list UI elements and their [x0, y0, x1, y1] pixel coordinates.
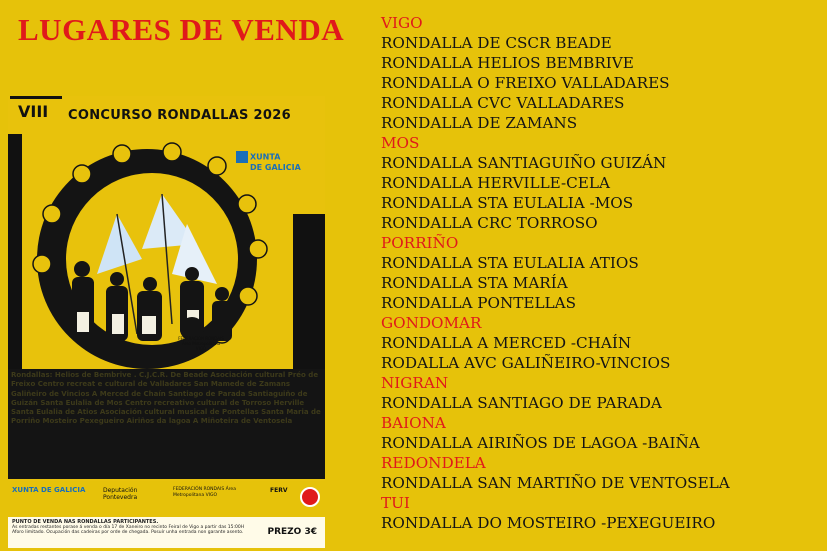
poster-footer [8, 517, 325, 548]
xunta-logo-top [236, 151, 301, 172]
poster-sponsor-logos [8, 481, 325, 517]
rondalla-item: RONDALLA AIRIÑOS DE LAGOA -BAIÑA [381, 434, 700, 452]
event-poster [8, 96, 325, 548]
footer-title: PUNTO DE VENDA NAS RONDALLAS PARTICIPANTES. [12, 519, 159, 525]
rondalla-item: RONDALLA SANTIAGO DE PARADA [381, 394, 662, 412]
rondalla-item: RONDALLA STA EULALIA ATIOS [381, 254, 639, 272]
xunta-flag-icon [236, 151, 248, 163]
rondalla-item: RONDALLA SAN MARTIÑO DE VENTOSELA [381, 474, 730, 492]
poster-left-bar [8, 134, 22, 369]
xunta-line2: DE GALICIA [250, 163, 301, 172]
footer-text: As entradas restantes porase á venda o día 17 de Xaneiro no recinto Feiral de Vigo a partir das 15:00H Aforo limitado. Ocupación das cadeiras por orde de chegada. Posuír unha entrada non garante asento. [12, 525, 245, 535]
rondalla-item: RONDALLA HELIOS BEMBRIVE [381, 54, 634, 72]
rondalla-item: RONDALLA STA EULALIA -MOS [381, 194, 634, 212]
rondalla-item: RONDALLA HERVILLE-CELA [381, 174, 610, 192]
city-heading: VIGO [381, 14, 423, 32]
city-heading: REDONDELA [381, 454, 486, 472]
poster-rule [10, 96, 62, 99]
rondalla-item: RONDALLA CRC TORROSO [381, 214, 598, 232]
price-label: PREZO 3€ [267, 527, 317, 537]
rondalla-item: RONDALLA STA MARÍA [381, 274, 568, 292]
rondalla-item: RONDALLA PONTELLAS [381, 294, 577, 312]
poster-right-bar [293, 214, 325, 369]
rondalla-item: RONDALLA DO MOSTEIRO -PEXEGUEIRO [381, 514, 716, 532]
city-heading: PORRIÑO [381, 234, 459, 252]
page-heading: LUGARES DE VENDA [18, 12, 345, 47]
rondalla-item: RODALLA AVC GALIÑEIRO-VINCIOS [381, 354, 671, 372]
city-heading: MOS [381, 134, 420, 152]
logo-xunta: XUNTA DE GALICIA [12, 486, 86, 494]
rondalla-item: RONDALLA SANTIAGUIÑO GUIZÁN [381, 154, 667, 172]
poster-edition: VIII [18, 102, 49, 121]
badge-icon [300, 487, 320, 507]
city-heading: BAIONA [381, 414, 446, 432]
rondalla-item: RONDALLA DE CSCR BEADE [381, 34, 612, 52]
poster-header [8, 96, 325, 136]
rondalla-item: RONDALLA A MERCED -CHAÍN [381, 334, 632, 352]
sales-points-list [381, 13, 730, 533]
logo-federation: FEDERACIÓN RONDAIS Área Metropolitana VIGO [173, 487, 236, 498]
poster-participants-text: Rondallas: Helios de Bembrive . C.J.C.R. De Beade Asociación cultural Préo de Freixo Centro recreat e cultural de Valladares San Mamede de Zamans Galiñeiro de Vincios A Merced de Chaín Santiago de Parada Santiaguiño de Guizán Santa Eulalia de Mos Centro recreativo cultural de Torroso Herville Santa Eulalia de Atios Asociación cultural musical de Pontellas Santa Maria de Porriño Mosteiro Pexegueiro Airiños da lagoa A Miñoteira de Ventosela [8, 369, 325, 479]
xunta-line1: XUNTA [250, 152, 281, 162]
logo-deputacion: Deputación Pontevedra [103, 487, 138, 501]
city-heading: TUI [381, 494, 410, 512]
city-heading: GONDOMAR [381, 314, 482, 332]
logo-ferv: FERV [270, 487, 288, 494]
federation-caption: FEDERACIÓN RONDAIS Área Metropolitana VIGO [178, 336, 224, 351]
rondalla-item: RONDALLA O FREIXO VALLADARES [381, 74, 670, 92]
city-heading: NIGRAN [381, 374, 449, 392]
rondalla-item: RONDALLA DE ZAMANS [381, 114, 578, 132]
rondalla-item: RONDALLA CVC VALLADARES [381, 94, 625, 112]
poster-contest-title: CONCURSO RONDALLAS 2026 [68, 108, 291, 123]
